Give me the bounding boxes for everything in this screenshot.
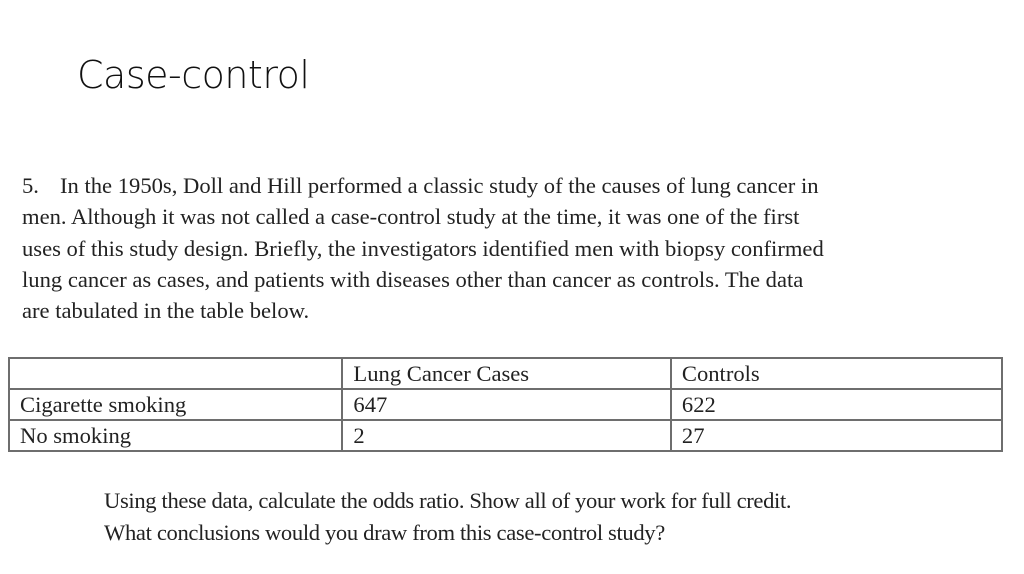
question-line-1 <box>22 170 1002 201</box>
cases-value: 2 <box>342 420 670 451</box>
controls-value: 27 <box>671 420 1002 451</box>
cases-value: 647 <box>342 389 670 420</box>
table-header-cell-cases: Lung Cancer Cases <box>342 358 670 389</box>
table-header-row <box>9 358 1002 389</box>
table-header-cell-empty <box>9 358 342 389</box>
question-text-line: are tabulated in the table below. <box>22 298 310 324</box>
slide-title: Case-control <box>77 53 310 97</box>
question-text-line: In the 1950s, Doll and Hill performed a classic study of the causes of lung cancer in <box>60 173 819 198</box>
question-text-line: lung cancer as cases, and patients with diseases other than cancer as controls. The data <box>22 266 804 292</box>
row-label: No smoking <box>9 420 342 451</box>
question-text-line: men. Although it was not called a case-control study at the time, it was one of the first <box>22 204 800 230</box>
table-row <box>9 389 1002 420</box>
question-number: 5. <box>22 173 39 198</box>
row-label: Cigarette smoking <box>9 389 342 420</box>
controls-value: 622 <box>671 389 1002 420</box>
table-header-cell-controls: Controls <box>671 358 1002 389</box>
question-prompt <box>104 485 791 549</box>
question-paragraph <box>22 170 1002 326</box>
prompt-line: What conclusions would you draw from this case-control study? <box>104 520 665 545</box>
prompt-line: Using these data, calculate the odds ratio. Show all of your work for full credit. <box>104 488 792 513</box>
question-text-line: uses of this study design. Briefly, the investigators identified men with biopsy confirmed <box>22 235 824 261</box>
data-table <box>8 357 1003 452</box>
table-row <box>9 420 1002 451</box>
